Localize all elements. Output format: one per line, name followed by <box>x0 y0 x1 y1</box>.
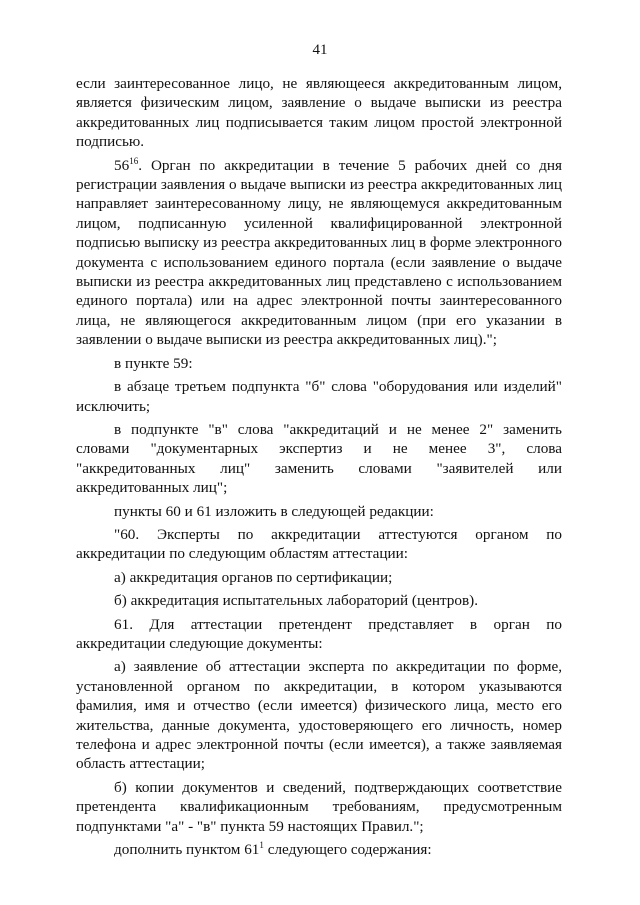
item-number-superscript: 1 <box>259 840 264 851</box>
paragraph-item-60: "60. Эксперты по аккредитации аттестуются органом по аккредитации по следующим областям аттестации: <box>76 525 562 563</box>
paragraph-point-59: в пункте 59: <box>114 354 193 372</box>
paragraph-item-61-b: б) копии документов и сведений, подтверждающих соответствие претендента квалификационным требованиям, предусмотренным подпунктами "а" - "в" пункта 59 настоящих Правил."; <box>76 778 562 835</box>
paragraph-continuation: если заинтересованное лицо, не являющееся аккредитованным лицом, является физическим лицом, заявление о выдаче выписки из реестра аккредитованных лиц подписывается таким лицом простой электронной подписью. <box>76 75 562 151</box>
item-number-superscript: 16 <box>129 155 139 166</box>
paragraph-text: дополнить пунктом 61 <box>114 841 260 859</box>
paragraph-item-60-b: б) аккредитация испытательных лабораторий (центров). <box>114 592 478 610</box>
paragraph-text: . Орган по аккредитации в течение 5 рабочих дней со дня регистрации заявления о выдаче выписки из реестра аккредитованных лиц направляет заинтересованному лицу, не являющемуся аккредитованным лицом, подписанную усиленной квалифицированной электронной подписью выписку из реестра аккредитованных лиц в форме электронного документа с использованием единого портала (если заявление о выдаче выписки из реестра аккредитованных лиц представлено с использованием единого портала) или на адрес электронной почты заинтересованного лица, не являющегося аккредитованным лицом (при его указании в заявлении о выдаче выписки из реестра аккредитованных лиц)."; <box>76 156 562 349</box>
paragraph-text: следующего содержания: <box>263 841 432 859</box>
paragraph-item-61: 61. Для аттестации претендент представляет в орган по аккредитации следующие документы: <box>76 615 562 652</box>
page-number: 41 <box>312 42 328 58</box>
paragraph-points-60-61: пункты 60 и 61 изложить в следующей редакции: <box>114 502 434 520</box>
paragraph-item-61-a: а) заявление об аттестации эксперта по аккредитации по форме, установленной органом по аккредитации, в котором указываются фамилия, имя и отчество (если имеется) физического лица, место его жительства, данные документа, удостоверяющего его личность, номер телефона и адрес электронной почты (если имеется), а также заявляемая область аттестации; <box>76 658 562 773</box>
paragraph-item-56-16 <box>76 156 562 350</box>
paragraph-add-point-61-1 <box>76 840 562 859</box>
item-number: 56 <box>114 156 130 174</box>
paragraph-item-60-a: а) аккредитация органов по сертификации; <box>114 568 393 586</box>
paragraph-amendment-v: в подпункте "в" слова "аккредитаций и не менее 2" заменить словами "документарных экспертиз и не менее 3", слова "аккредитованных лиц" заменить словами "заявителей или аккредитованных лиц"; <box>76 420 562 497</box>
document-body <box>76 74 562 859</box>
paragraph-amendment-b: в абзаце третьем подпункта "б" слова "оборудования или изделий" исключить; <box>76 378 562 415</box>
